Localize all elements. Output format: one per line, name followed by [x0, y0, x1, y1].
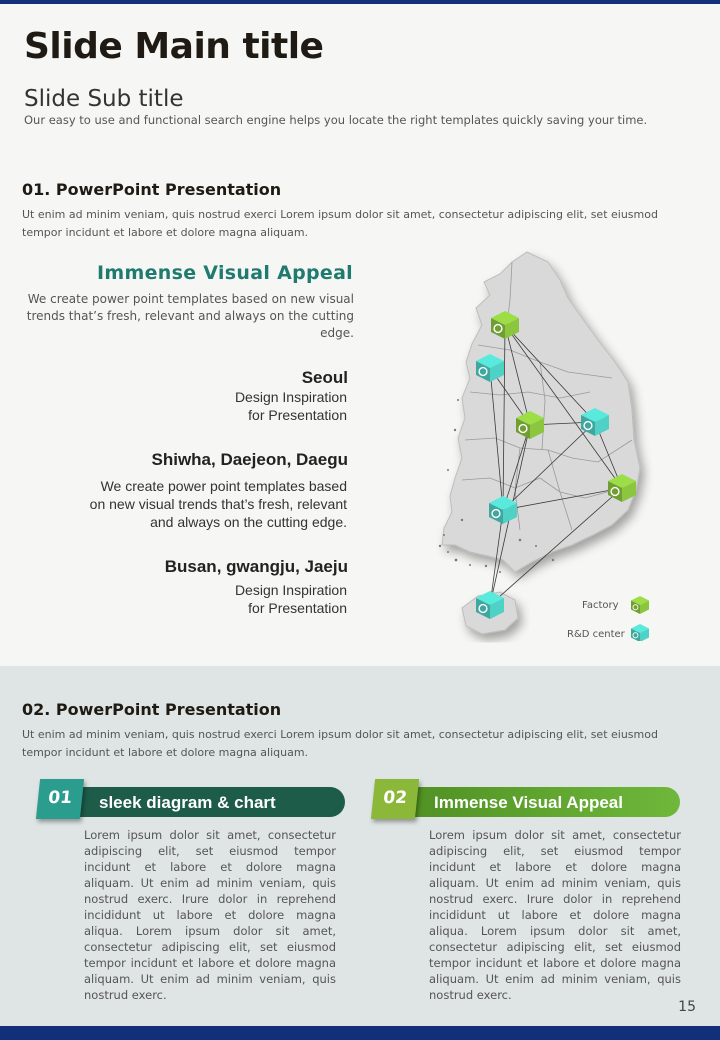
section2-heading: 02. PowerPoint Presentation: [22, 700, 282, 719]
city-body-busan: Design Inspiration for Presentation: [234, 582, 347, 616]
section2-text: Ut enim ad minim veniam, quis nostrud exerci Lorem ipsum dolor sit amet, consectetur adipiscing elit, set eiusmod tempor incidunt et labore et dolore magna aliquam.: [22, 728, 658, 759]
rnd-legend-icon: [631, 624, 649, 641]
card2-body: Lorem ipsum dolor sit amet, consectetur adipiscing elit, set eiusmod tempor incidunt et labore et dolore magna aliquam. Ut enim ad minim veniam, quis nostrud exerc. Irure dolor in reprehend incididunt ut labore et dolore magna aliqua. Lorem ipsum dolor sit amet, consectetur adipiscing elit, set eiusmod tempor incidunt et labore et dolore magna aliquam. Ut enim ad minim veniam, quis nostrud exerc.: [429, 828, 681, 1002]
factory-legend-icon: [631, 596, 649, 614]
top-accent-bar: [0, 0, 720, 4]
city-title-busan: Busan, gwangju, Jaeju: [164, 557, 348, 576]
page-number: 15: [678, 999, 696, 1015]
page-subtitle: Slide Sub title: [24, 86, 184, 112]
intro-text: Our easy to use and functional search engine helps you locate the right templates quickly saving your time.: [24, 113, 648, 127]
card2-number-badge: 02: [371, 779, 419, 819]
city-body-seoul: Design Inspiration for Presentation: [234, 389, 347, 423]
map-landmass: [442, 252, 640, 572]
city-title-shiwha: Shiwha, Daejeon, Daegu: [151, 450, 348, 469]
city-title-seoul: Seoul: [301, 368, 348, 387]
page-title: Slide Main title: [24, 26, 324, 67]
factory-legend-cube: [631, 596, 649, 614]
card1-title: sleek diagram & chart: [99, 793, 276, 812]
bottom-accent-bar: [0, 1026, 720, 1040]
appeal-title: Immense Visual Appeal: [97, 262, 353, 284]
card1-body: Lorem ipsum dolor sit amet, consectetur adipiscing elit, set eiusmod tempor incidunt et labore et dolore magna aliquam. Ut enim ad minim veniam, quis nostrud exerc. Irure dolor in reprehend incididunt ut labore et dolore magna aliqua. Lorem ipsum dolor sit amet, consectetur adipiscing elit, set eiusmod tempor incidunt et labore et dolore magna aliquam. Ut enim ad minim veniam, quis nostrud exerc.: [84, 828, 336, 1002]
map-legend-icons: [628, 595, 652, 641]
card1-number-badge: 01: [36, 779, 84, 819]
rnd-legend-cube: [631, 624, 649, 641]
card2-title: Immense Visual Appeal: [434, 793, 623, 812]
legend-rnd-label: R&D center: [567, 629, 625, 640]
legend-factory-label: Factory: [582, 600, 619, 611]
section1-heading: 01. PowerPoint Presentation: [22, 180, 282, 199]
section1-text: Ut enim ad minim veniam, quis nostrud exerci Lorem ipsum dolor sit amet, consectetur adipiscing elit, set eiusmod tempor incidunt et labore et dolore magna aliquam.: [22, 208, 658, 239]
city-body-shiwha: We create power point templates based on new visual trends that’s fresh, relevant and always on the cutting edge.: [89, 478, 347, 530]
appeal-body: We create power point templates based on new visual trends that’s fresh, relevant and always on the cutting edge.: [26, 292, 354, 340]
